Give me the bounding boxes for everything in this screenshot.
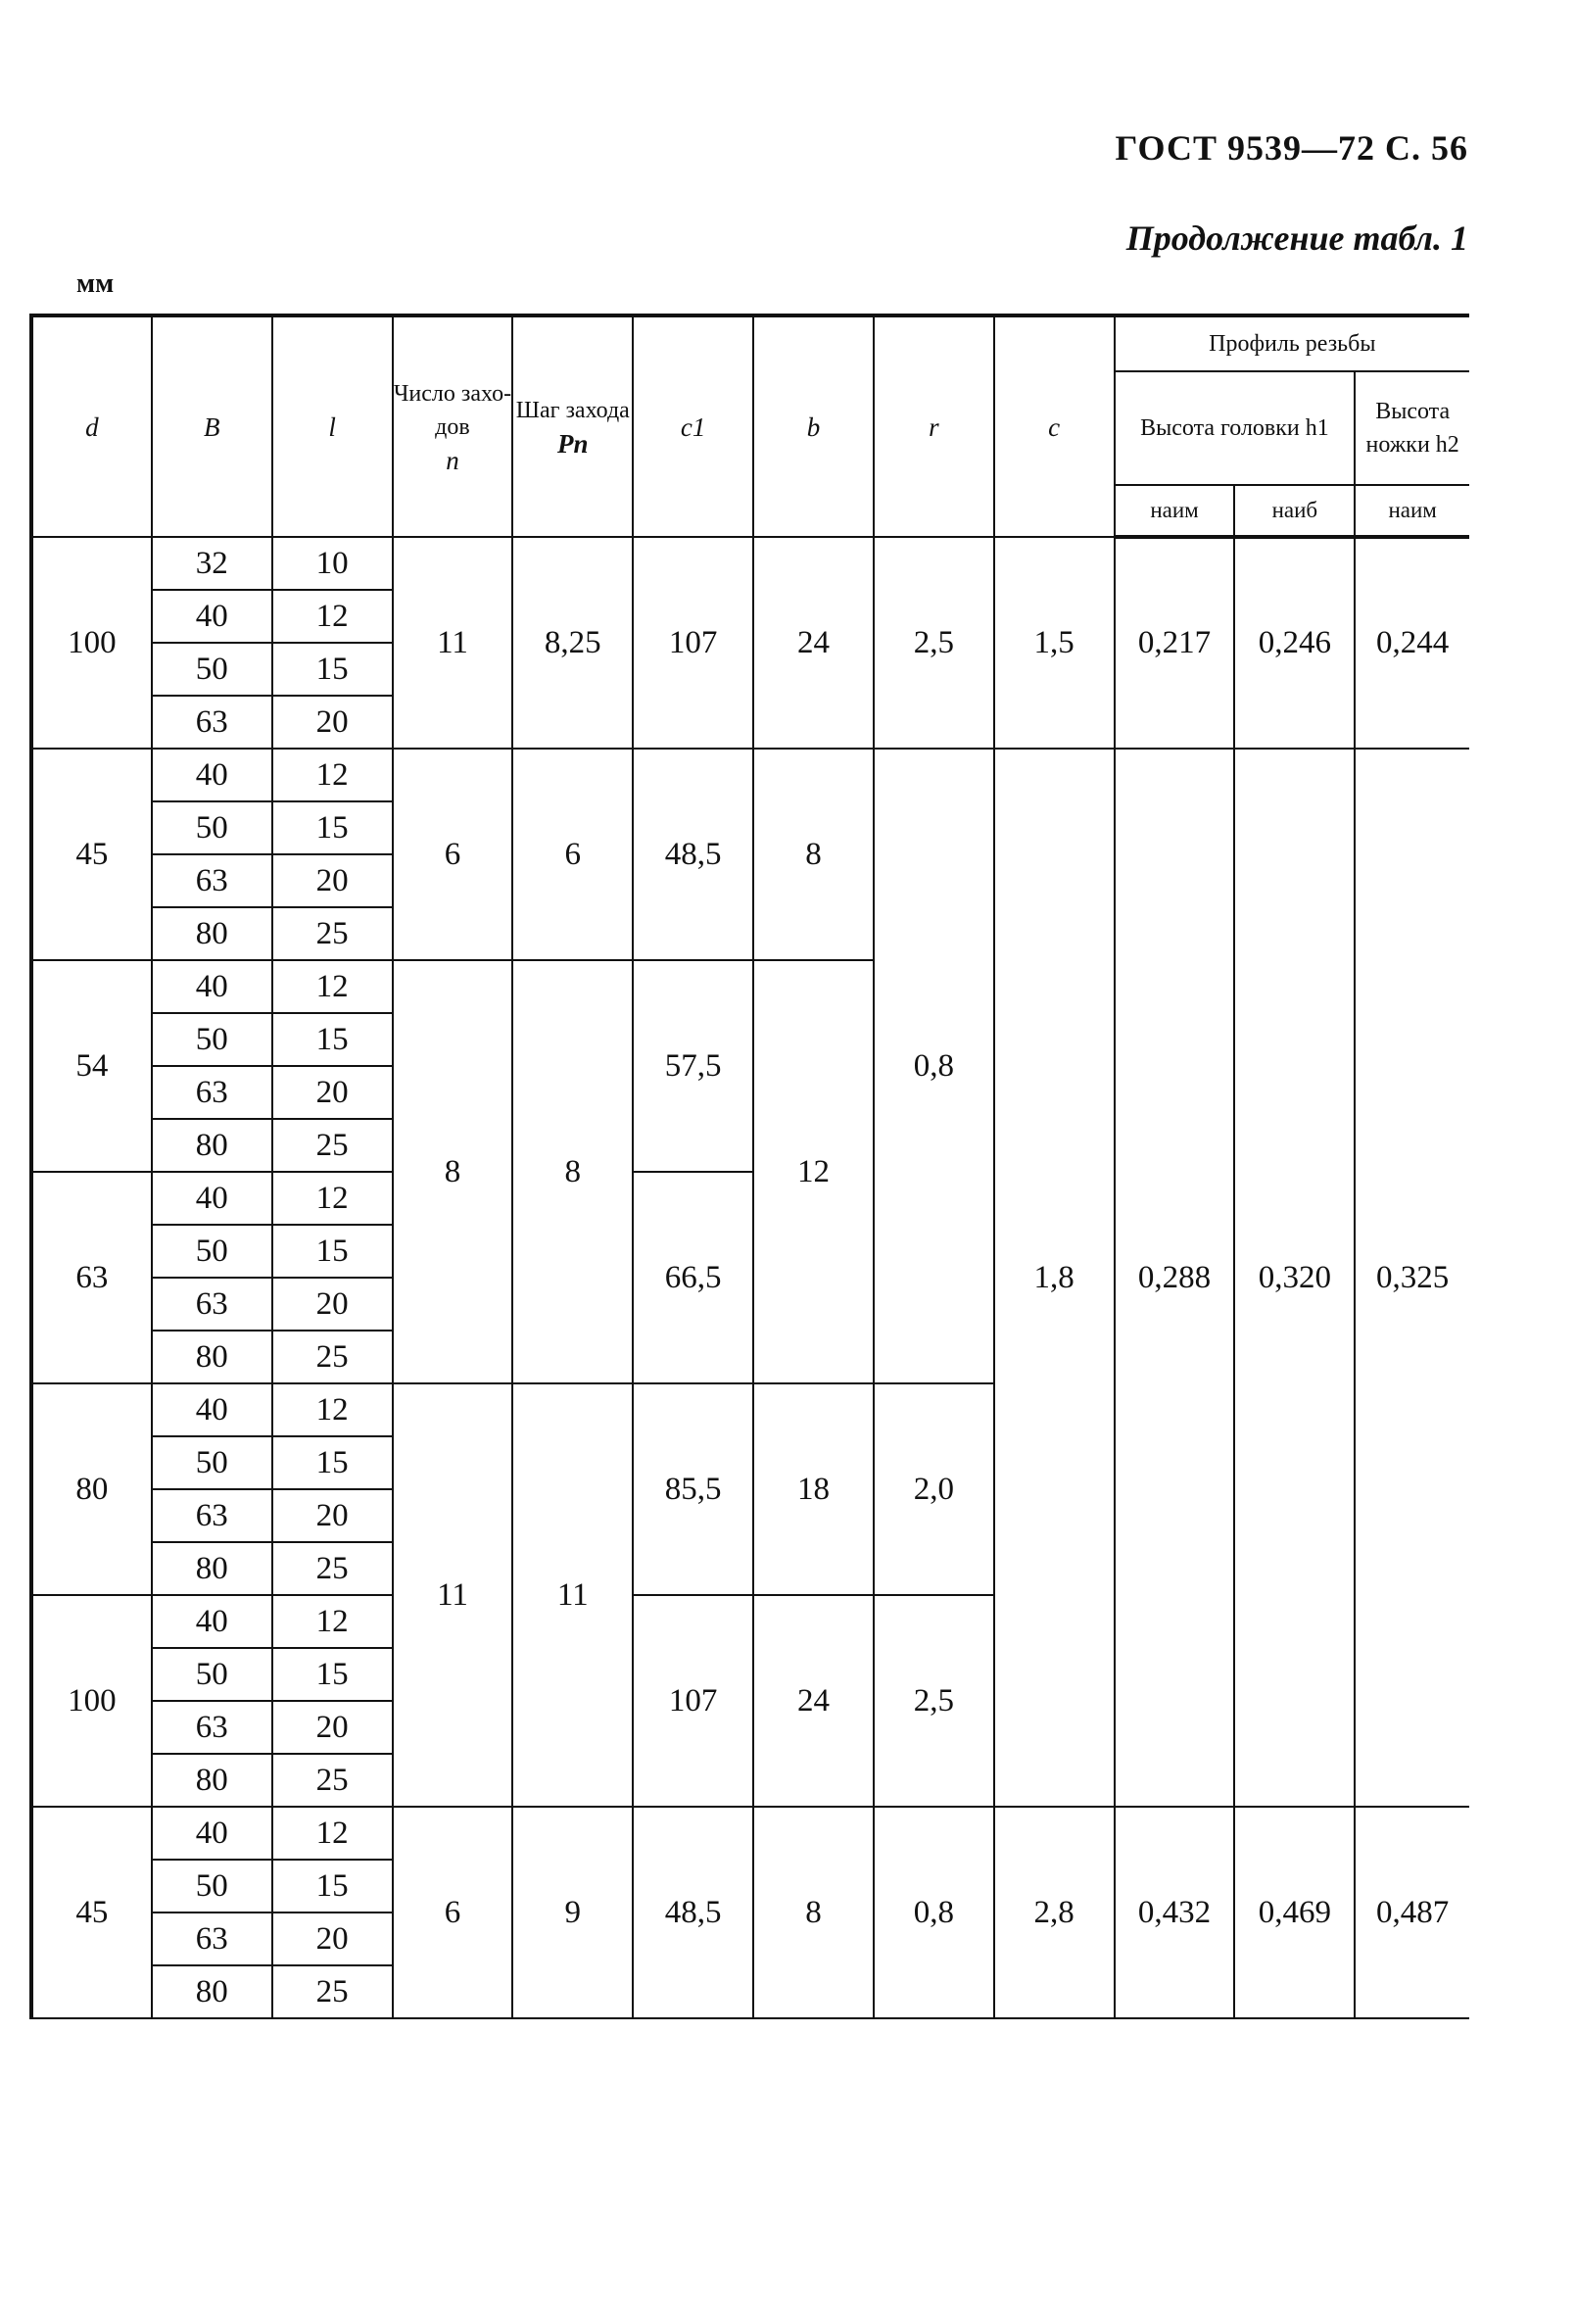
- header-lead: [512, 315, 633, 537]
- addendum-min-cell: 0,217: [1115, 537, 1235, 749]
- addendum-max-cell: 0,320: [1234, 749, 1355, 1807]
- starts-cell: 6: [393, 749, 513, 960]
- header-r: r: [874, 315, 994, 537]
- l-cell: 20: [272, 854, 393, 907]
- b-width-cell: 63: [152, 1912, 272, 1965]
- table-row: [31, 749, 1469, 801]
- addendum-max-cell: 0,469: [1234, 1807, 1355, 2018]
- d-cell: 100: [31, 1595, 152, 1807]
- l-cell: 12: [272, 1172, 393, 1225]
- header-c: c: [994, 315, 1115, 537]
- c-cell: 1,8: [994, 749, 1115, 1807]
- header-h1-max: наиб: [1234, 485, 1355, 537]
- b-width-cell: 63: [152, 1701, 272, 1754]
- starts-cell: 11: [393, 1383, 513, 1807]
- header-starts-text: Число захо- дов: [393, 380, 512, 440]
- header-starts-symbol: n: [446, 445, 459, 475]
- dedendum-min-cell: 0,487: [1355, 1807, 1469, 2018]
- b-width-cell: 80: [152, 1542, 272, 1595]
- d-cell: 54: [31, 960, 152, 1172]
- b-cell: 18: [753, 1383, 874, 1595]
- c1-cell: 48,5: [633, 749, 753, 960]
- l-cell: 20: [272, 1278, 393, 1331]
- l-cell: 25: [272, 907, 393, 960]
- lead-cell: 11: [512, 1383, 633, 1807]
- d-cell: 80: [31, 1383, 152, 1595]
- header-starts: [393, 315, 513, 537]
- l-cell: 15: [272, 1013, 393, 1066]
- l-cell: 15: [272, 643, 393, 696]
- d-cell: 45: [31, 1807, 152, 2018]
- starts-cell: 8: [393, 960, 513, 1383]
- lead-cell: 8,25: [512, 537, 633, 749]
- b-width-cell: 50: [152, 1648, 272, 1701]
- r-cell: 2,5: [874, 1595, 994, 1807]
- l-cell: 12: [272, 749, 393, 801]
- thread-parameters-table: [29, 314, 1469, 2019]
- l-cell: 12: [272, 1383, 393, 1436]
- l-cell: 15: [272, 801, 393, 854]
- b-cell: 8: [753, 749, 874, 960]
- c1-cell: 107: [633, 537, 753, 749]
- r-cell: 2,0: [874, 1383, 994, 1595]
- table-row: [31, 1807, 1469, 1860]
- l-cell: 25: [272, 1331, 393, 1383]
- c1-cell: 48,5: [633, 1807, 753, 2018]
- b-width-cell: 40: [152, 1595, 272, 1648]
- c1-cell: 85,5: [633, 1383, 753, 1595]
- header-c1: c1: [633, 315, 753, 537]
- r-cell: 0,8: [874, 1807, 994, 2018]
- b-width-cell: 40: [152, 1807, 272, 1860]
- l-cell: 15: [272, 1860, 393, 1912]
- b-width-cell: 40: [152, 590, 272, 643]
- l-cell: 12: [272, 960, 393, 1013]
- c1-cell: 107: [633, 1595, 753, 1807]
- l-cell: 25: [272, 1542, 393, 1595]
- header-h1-min: наим: [1115, 485, 1235, 537]
- document-code: ГОСТ 9539—72 С. 56: [1115, 128, 1468, 168]
- b-width-cell: 63: [152, 1066, 272, 1119]
- addendum-min-cell: 0,288: [1115, 749, 1235, 1807]
- addendum-min-cell: 0,432: [1115, 1807, 1235, 2018]
- l-cell: 20: [272, 696, 393, 749]
- starts-cell: 6: [393, 1807, 513, 2018]
- b-width-cell: 63: [152, 1278, 272, 1331]
- l-cell: 15: [272, 1648, 393, 1701]
- header-lead-symbol: Pn: [557, 428, 589, 459]
- b-width-cell: 80: [152, 1119, 272, 1172]
- c-cell: 1,5: [994, 537, 1115, 749]
- b-width-cell: 50: [152, 643, 272, 696]
- addendum-max-cell: 0,246: [1234, 537, 1355, 749]
- table-body: [31, 537, 1469, 2018]
- header-d: d: [31, 315, 152, 537]
- b-cell: 12: [753, 960, 874, 1383]
- d-cell: 100: [31, 537, 152, 749]
- starts-cell: 11: [393, 537, 513, 749]
- b-width-cell: 50: [152, 1860, 272, 1912]
- b-width-cell: 63: [152, 854, 272, 907]
- b-width-cell: 63: [152, 696, 272, 749]
- header-dedendum-height: Высота ножки h2: [1355, 371, 1469, 485]
- dedendum-min-cell: 0,244: [1355, 537, 1469, 749]
- lead-cell: 6: [512, 749, 633, 960]
- l-cell: 25: [272, 1965, 393, 2018]
- table-continuation-caption: Продолжение табл. 1: [1125, 218, 1468, 258]
- b-width-cell: 40: [152, 960, 272, 1013]
- l-cell: 12: [272, 590, 393, 643]
- l-cell: 12: [272, 1595, 393, 1648]
- d-cell: 63: [31, 1172, 152, 1383]
- header-addendum-height: Высота головки h1: [1115, 371, 1356, 485]
- b-width-cell: 50: [152, 1436, 272, 1489]
- header-thread-profile: Профиль резьбы: [1115, 315, 1469, 371]
- r-cell: 0,8: [874, 749, 994, 1383]
- dedendum-min-cell: 0,325: [1355, 749, 1469, 1807]
- l-cell: 20: [272, 1701, 393, 1754]
- b-width-cell: 80: [152, 1965, 272, 2018]
- l-cell: 15: [272, 1225, 393, 1278]
- l-cell: 25: [272, 1754, 393, 1807]
- c-cell: 2,8: [994, 1807, 1115, 2018]
- l-cell: 25: [272, 1119, 393, 1172]
- l-cell: 12: [272, 1807, 393, 1860]
- lead-cell: 9: [512, 1807, 633, 2018]
- b-width-cell: 40: [152, 1172, 272, 1225]
- l-cell: 20: [272, 1066, 393, 1119]
- header-b-width: B: [152, 315, 272, 537]
- l-cell: 20: [272, 1912, 393, 1965]
- header-b: b: [753, 315, 874, 537]
- b-width-cell: 80: [152, 907, 272, 960]
- b-width-cell: 80: [152, 1754, 272, 1807]
- r-cell: 2,5: [874, 537, 994, 749]
- l-cell: 10: [272, 537, 393, 590]
- b-cell: 24: [753, 537, 874, 749]
- b-width-cell: 40: [152, 749, 272, 801]
- b-cell: 24: [753, 1595, 874, 1807]
- b-width-cell: 50: [152, 1225, 272, 1278]
- b-width-cell: 40: [152, 1383, 272, 1436]
- lead-cell: 8: [512, 960, 633, 1383]
- c1-cell: 66,5: [633, 1172, 753, 1383]
- header-l: l: [272, 315, 393, 537]
- b-cell: 8: [753, 1807, 874, 2018]
- c1-cell: 57,5: [633, 960, 753, 1172]
- table-row: [31, 537, 1469, 590]
- d-cell: 45: [31, 749, 152, 960]
- l-cell: 15: [272, 1436, 393, 1489]
- l-cell: 20: [272, 1489, 393, 1542]
- b-width-cell: 32: [152, 537, 272, 590]
- b-width-cell: 50: [152, 1013, 272, 1066]
- b-width-cell: 50: [152, 801, 272, 854]
- unit-label: мм: [76, 268, 115, 299]
- header-h2-min: наим: [1355, 485, 1469, 537]
- header-lead-text: Шаг захода: [515, 397, 630, 423]
- b-width-cell: 80: [152, 1331, 272, 1383]
- b-width-cell: 63: [152, 1489, 272, 1542]
